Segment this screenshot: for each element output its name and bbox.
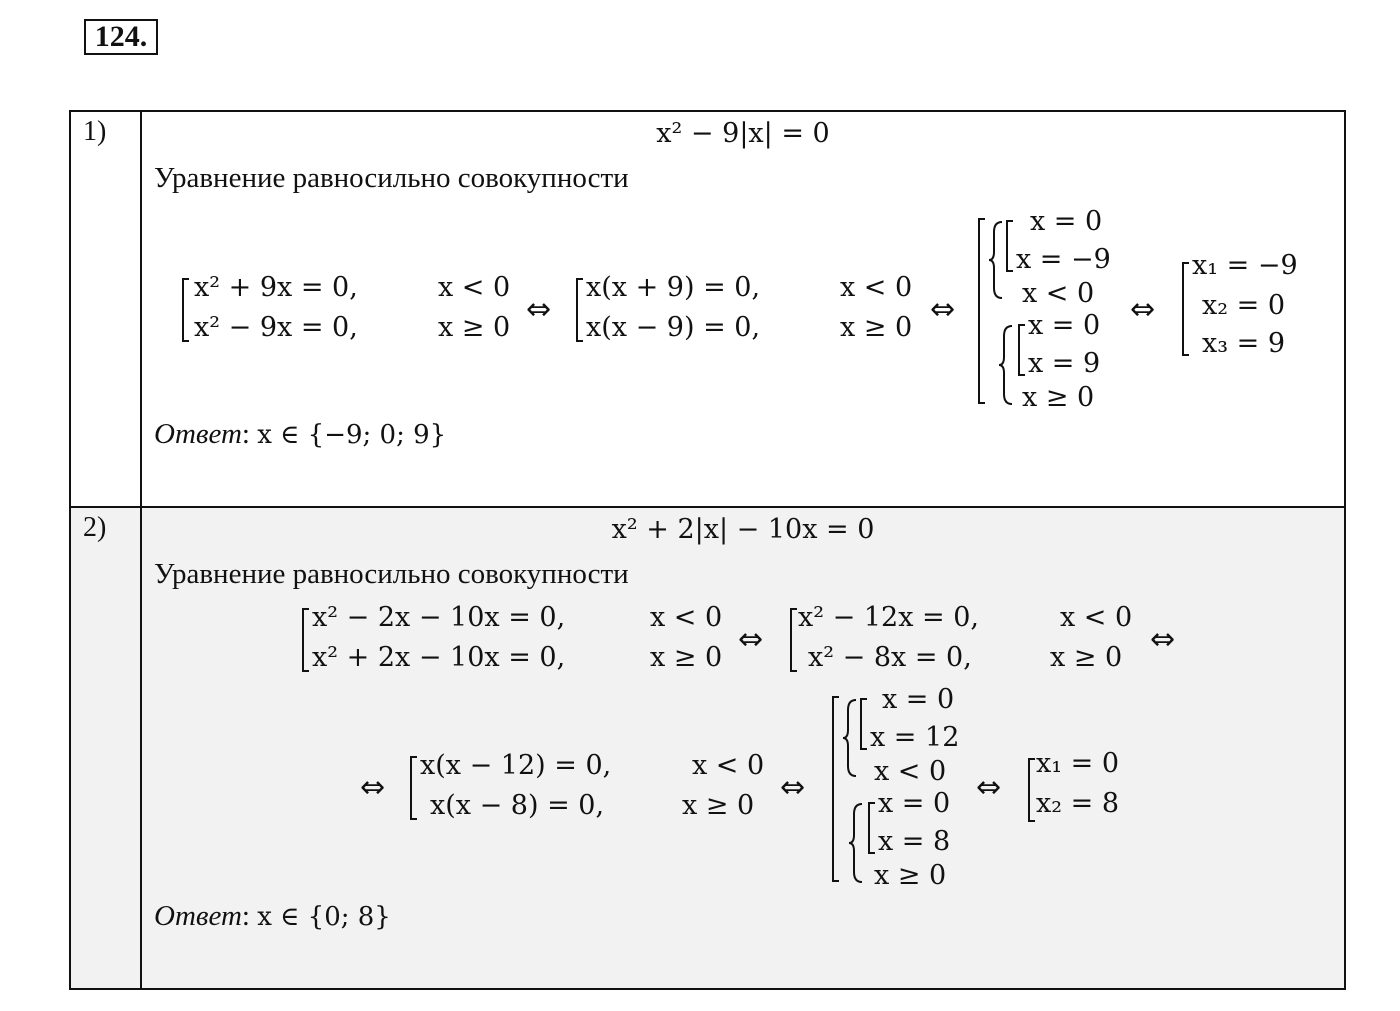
- system-line: x² − 2x − 10x = 0,: [312, 602, 566, 633]
- case-line: x = −9: [1016, 244, 1111, 275]
- case-line: x = 0: [882, 684, 955, 715]
- square-bracket: [410, 756, 417, 820]
- case-line: x = 0: [878, 788, 951, 819]
- system-condition: x < 0: [1060, 602, 1133, 633]
- answer-label: Ответ: [154, 900, 242, 932]
- row-label: 2): [83, 512, 107, 543]
- system-line: x(x − 12) = 0,: [420, 750, 612, 781]
- system-line: x² − 8x = 0,: [808, 642, 972, 673]
- square-bracket: [790, 608, 797, 672]
- system-line: x(x + 9) = 0,: [586, 272, 761, 303]
- case-line: x = 0: [1028, 310, 1101, 341]
- root-line: x₁ = −9: [1192, 250, 1298, 281]
- row-label: 1): [83, 116, 107, 147]
- solution-cell: [141, 507, 1345, 989]
- system-line: x² + 9x = 0,: [194, 272, 358, 303]
- solution-cell: [141, 111, 1345, 507]
- square-bracket: [182, 278, 189, 342]
- answer: [154, 900, 391, 933]
- curly-brace: [988, 220, 1004, 300]
- equivalence-symbol: ⇔: [360, 770, 386, 805]
- case-line: x = 12: [870, 722, 960, 753]
- system-condition: x ≥ 0: [650, 642, 723, 673]
- system-line: x² − 12x = 0,: [798, 602, 979, 633]
- row-number-cell: [70, 507, 141, 989]
- system-line: x² − 9x = 0,: [194, 312, 358, 343]
- equivalence-symbol: ⇔: [1150, 622, 1176, 657]
- answer-label: Ответ: [154, 418, 242, 450]
- solutions-table: [69, 110, 1346, 990]
- equivalence-symbol: ⇔: [1130, 292, 1156, 327]
- intro-text: Уравнение равносильно совокупности: [154, 558, 629, 590]
- equivalence-symbol: ⇔: [526, 292, 552, 327]
- curly-brace: [848, 802, 864, 884]
- inner-square-bracket: [1006, 220, 1013, 272]
- case-condition: x ≥ 0: [874, 860, 947, 891]
- equation: x² + 2|x| − 10x = 0: [611, 514, 875, 545]
- case-condition: x < 0: [874, 756, 947, 787]
- square-bracket: [1028, 758, 1035, 822]
- case-condition: x ≥ 0: [1022, 382, 1095, 413]
- inner-square-bracket: [868, 802, 875, 854]
- solution-row-2: [70, 507, 1345, 989]
- system-condition: x < 0: [840, 272, 913, 303]
- system-condition: x ≥ 0: [438, 312, 511, 343]
- curly-brace: [842, 698, 858, 778]
- system-condition: x < 0: [438, 272, 511, 303]
- case-line: x = 8: [878, 826, 951, 857]
- answer-colon: :: [241, 418, 250, 450]
- equivalence-symbol: ⇔: [930, 292, 956, 327]
- answer-colon: :: [241, 900, 250, 932]
- square-bracket: [576, 278, 583, 342]
- answer-value: x ∈ {−9; 0; 9}: [257, 420, 447, 450]
- equivalence-symbol: ⇔: [738, 622, 764, 657]
- intro-text: Уравнение равносильно совокупности: [154, 162, 629, 194]
- inner-square-bracket: [860, 698, 867, 750]
- case-line: x = 0: [1030, 206, 1103, 237]
- outer-square-bracket: [832, 696, 839, 882]
- root-line: x₂ = 8: [1036, 788, 1120, 819]
- system-condition: x ≥ 0: [1050, 642, 1123, 673]
- square-bracket: [302, 608, 309, 672]
- root-line: x₁ = 0: [1036, 748, 1120, 779]
- system-line: x² + 2x − 10x = 0,: [312, 642, 566, 673]
- equivalence-symbol: ⇔: [780, 770, 806, 805]
- row-number-cell: [70, 111, 141, 507]
- equivalence-symbol: ⇔: [976, 770, 1002, 805]
- system-condition: x ≥ 0: [682, 790, 755, 821]
- solution-row-1: [70, 111, 1345, 507]
- answer-value: x ∈ {0; 8}: [257, 902, 391, 932]
- inner-square-bracket: [1018, 324, 1025, 376]
- curly-brace: [998, 324, 1014, 406]
- square-bracket: [1182, 262, 1189, 356]
- equation: x² − 9|x| = 0: [656, 118, 830, 149]
- answer: [154, 418, 446, 451]
- root-line: x₃ = 9: [1202, 328, 1286, 359]
- case-condition: x < 0: [1022, 278, 1095, 309]
- system-line: x(x − 9) = 0,: [586, 312, 761, 343]
- system-condition: x ≥ 0: [840, 312, 913, 343]
- system-line: x(x − 8) = 0,: [430, 790, 605, 821]
- root-line: x₂ = 0: [1202, 290, 1286, 321]
- system-condition: x < 0: [692, 750, 765, 781]
- problem-number: 124.: [84, 19, 158, 55]
- case-line: x = 9: [1028, 348, 1101, 379]
- outer-square-bracket: [978, 218, 985, 404]
- system-condition: x < 0: [650, 602, 723, 633]
